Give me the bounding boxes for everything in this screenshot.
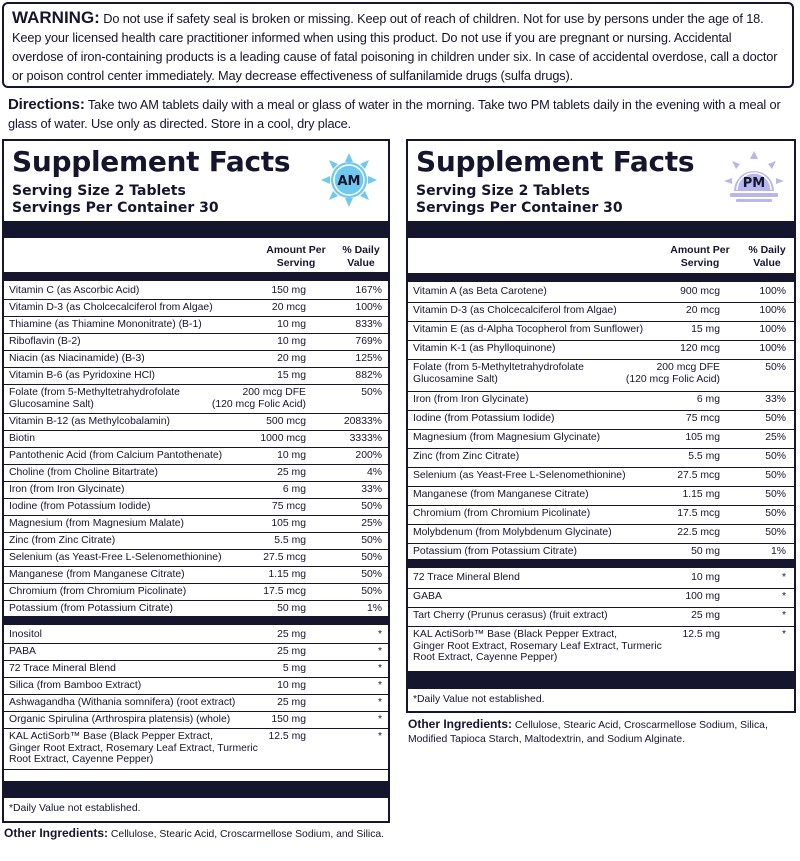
pm-group2-row <box>408 589 794 608</box>
nutrient-dv: * <box>781 572 786 583</box>
am-group1-row <box>4 584 388 601</box>
am-group1-row <box>4 414 388 431</box>
am-group1-row <box>4 550 388 567</box>
nutrient-amount: 27.5 mcg <box>263 552 306 563</box>
nutrient-name: GABA <box>413 591 442 602</box>
am-mid-bar <box>4 616 388 625</box>
am-group1-row <box>4 448 388 465</box>
nutrient-name: Vitamin B-12 (as Methylcobalamin) <box>9 416 170 427</box>
pm-servings-per-container: Servings Per Container 30 <box>416 200 623 216</box>
pm-header-bar <box>408 273 794 282</box>
nutrient-amount: 200 mcg DFE (120 mcg Folic Acid) <box>211 387 306 410</box>
nutrient-amount: 12.5 mg <box>682 629 720 640</box>
nutrient-dv: 3333% <box>349 433 382 444</box>
nutrient-name: 72 Trace Mineral Blend <box>413 572 520 583</box>
nutrient-dv: * <box>377 646 382 657</box>
nutrient-dv: 769% <box>355 336 382 347</box>
nutrient-amount: 25 mg <box>277 697 306 708</box>
nutrient-dv: 1% <box>366 603 382 614</box>
pm-group1-row <box>408 284 794 303</box>
nutrient-name: Potassium (from Potassium Citrate) <box>9 603 173 614</box>
nutrient-name: Molybdenum (from Molybdenum Glycinate) <box>413 527 612 538</box>
nutrient-amount: 75 mcg <box>685 413 720 424</box>
nutrient-name: Manganese (from Manganese Citrate) <box>9 569 185 580</box>
am-bottom-bar <box>4 781 388 798</box>
nutrient-name: Vitamin C (as Ascorbic Acid) <box>9 285 140 296</box>
pm-group2-row <box>408 570 794 589</box>
pm-group1-row <box>408 303 794 322</box>
am-group1-row <box>4 283 388 300</box>
nutrient-dv: * <box>377 697 382 708</box>
nutrient-dv: 100% <box>355 302 382 313</box>
nutrient-dv: 33% <box>361 484 382 495</box>
nutrient-name: Chromium (from Chromium Picolinate) <box>9 586 187 597</box>
nutrient-dv: * <box>377 731 382 742</box>
sun-icon <box>318 151 380 209</box>
pm-group1-row <box>408 341 794 360</box>
am-daily-value-note: *Daily Value not established. <box>9 803 141 814</box>
nutrient-amount: 900 mcg <box>680 286 720 297</box>
am-other-text: Cellulose, Stearic Acid, Croscarmellose Sodium, and Silica. <box>110 829 385 840</box>
nutrient-amount: 50 mg <box>691 546 720 557</box>
nutrient-amount: 1.15 mg <box>682 489 720 500</box>
nutrient-dv: 100% <box>759 286 786 297</box>
nutrient-dv: 100% <box>759 305 786 316</box>
nutrient-dv: * <box>377 714 382 725</box>
am-group2-row <box>4 644 388 661</box>
nutrient-amount: 100 mg <box>685 591 720 602</box>
nutrient-amount: 120 mcg <box>680 343 720 354</box>
pm-group1-row <box>408 430 794 449</box>
nutrient-amount: 15 mg <box>691 324 720 335</box>
pm-col-amount: Amount Per Serving <box>670 244 730 269</box>
nutrient-dv: 50% <box>361 569 382 580</box>
nutrient-name: Selenium (as Yeast-Free L-Selenomethionine) <box>413 470 626 481</box>
nutrient-amount: 50 mg <box>277 603 306 614</box>
nutrient-name: Inositol <box>9 629 42 640</box>
warning-box <box>2 2 794 88</box>
am-group1-row <box>4 300 388 317</box>
nutrient-amount: 25 mg <box>277 467 306 478</box>
nutrient-name: KAL ActiSorb™ Base (Black Pepper Extract, Ginger Root Extract, Rosemary Leaf Extract, Turmeric Root Extract, Cayenne Pepper) <box>9 731 258 765</box>
am-group2-row <box>4 695 388 712</box>
nutrient-name: Vitamin B-6 (as Pyridoxine HCl) <box>9 370 155 381</box>
nutrient-dv: 882% <box>355 370 382 381</box>
nutrient-name: Vitamin A (as Beta Carotene) <box>413 286 547 297</box>
nutrient-name: Ashwagandha (Withania somnifera) (root extract) <box>9 697 236 708</box>
nutrient-amount: 20 mg <box>277 353 306 364</box>
nutrient-amount: 10 mg <box>277 336 306 347</box>
nutrient-dv: * <box>781 629 786 640</box>
am-group1-row <box>4 516 388 533</box>
am-group1-row <box>4 465 388 482</box>
am-header-bar <box>4 272 388 281</box>
am-other-ingredients <box>4 826 394 842</box>
pm-other-text: Cellulose, Stearic Acid, Croscarmellose Sodium, Silica, Modified Tapioca Starch, Maltodextrin, and Sodium Alginate. <box>408 720 768 745</box>
nutrient-dv: 20833% <box>343 416 382 427</box>
nutrient-name: Magnesium (from Magnesium Glycinate) <box>413 432 601 443</box>
am-group1-row <box>4 351 388 368</box>
pm-group2-row <box>408 627 794 672</box>
nutrient-dv: 33% <box>765 394 786 405</box>
nutrient-dv: * <box>781 591 786 602</box>
nutrient-name: Biotin <box>9 433 35 444</box>
nutrient-name: Riboflavin (B-2) <box>9 336 81 347</box>
nutrient-name: Iron (from Iron Glycinate) <box>9 484 125 495</box>
nutrient-dv: 167% <box>355 285 382 296</box>
nutrient-amount: 150 mg <box>271 714 306 725</box>
warning-text: Do not use if safety seal is broken or missing. Keep out of reach of children. Not for use by persons under the age of 18. Keep your licensed health care practitioner informed when using this product. Do not use if you are pregnant or nursing. Accidental overdose of iron-containing products is a leading cause of fatal poisoning in children under six. In case of accidental overdose, call a doctor or poison control center immediately. May decrease effectiveness of sulfanilamide drugs (sulfa drugs). <box>12 11 778 83</box>
nutrient-name: Selenium (as Yeast-Free L-Selenomethionine) <box>9 552 222 563</box>
nutrient-name: Folate (from 5-Methyltetrahydrofolate Glucosamine Salt) <box>413 362 584 385</box>
nutrient-dv: 100% <box>759 324 786 335</box>
nutrient-dv: 50% <box>765 527 786 538</box>
pm-bottom-bar <box>408 671 794 689</box>
am-title: Supplement Facts <box>12 145 291 178</box>
pm-group1-row <box>408 411 794 430</box>
am-group1-row <box>4 567 388 584</box>
nutrient-name: Organic Spirulina (Arthrospira platensis) (whole) <box>9 714 231 725</box>
am-group1-row <box>4 334 388 351</box>
nutrient-amount: 10 mg <box>691 572 720 583</box>
nutrient-amount: 200 mcg DFE (120 mcg Folic Acid) <box>625 362 720 385</box>
nutrient-dv: 50% <box>765 508 786 519</box>
pm-badge-label: PM <box>742 176 766 191</box>
pm-col-dv: % Daily Value <box>748 244 786 269</box>
pm-mid-bar <box>408 559 794 568</box>
nutrient-amount: 20 mcg <box>685 305 720 316</box>
nutrient-amount: 22.5 mcg <box>677 527 720 538</box>
nutrient-name: Zinc (from Zinc Citrate) <box>9 535 116 546</box>
nutrient-name: Vitamin D-3 (as Cholcecalciferol from Algae) <box>413 305 617 316</box>
nutrient-name: Pantothenic Acid (from Calcium Pantothenate) <box>9 450 223 461</box>
nutrient-name: Silica (from Bamboo Extract) <box>9 680 142 691</box>
pm-daily-value-note: *Daily Value not established. <box>413 694 545 705</box>
nutrient-dv: * <box>377 663 382 674</box>
am-group1-row <box>4 482 388 499</box>
directions-label: Directions: <box>8 96 85 113</box>
nutrient-amount: 150 mg <box>271 285 306 296</box>
nutrient-dv: 50% <box>361 501 382 512</box>
nutrient-amount: 75 mcg <box>271 501 306 512</box>
nutrient-dv: 50% <box>361 552 382 563</box>
pm-other-label: Other Ingredients: <box>408 717 513 731</box>
nutrient-amount: 25 mg <box>277 629 306 640</box>
nutrient-name: Folate (from 5-Methyltetrahydrofolate Glucosamine Salt) <box>9 387 180 410</box>
nutrient-name: Iodine (from Potassium Iodide) <box>9 501 151 512</box>
am-top-bar <box>4 221 388 238</box>
pm-serving-size: Serving Size 2 Tablets <box>416 183 590 199</box>
nutrient-amount: 17.5 mcg <box>263 586 306 597</box>
nutrient-amount: 27.5 mcg <box>677 470 720 481</box>
am-group1-row <box>4 385 388 414</box>
nutrient-name: Zinc (from Zinc Citrate) <box>413 451 520 462</box>
nutrient-amount: 25 mg <box>277 646 306 657</box>
pm-supplement-facts-panel <box>406 139 796 713</box>
nutrient-name: Choline (from Choline Bitartrate) <box>9 467 158 478</box>
nutrient-name: Iodine (from Potassium Iodide) <box>413 413 555 424</box>
nutrient-dv: 50% <box>765 470 786 481</box>
am-serving-size: Serving Size 2 Tablets <box>12 183 186 199</box>
nutrient-dv: 100% <box>759 343 786 354</box>
pm-group1-row <box>408 487 794 506</box>
am-supplement-facts-panel <box>2 139 390 823</box>
am-group2-row <box>4 627 388 644</box>
nutrient-amount: 15 mg <box>277 370 306 381</box>
pm-group1-row <box>408 449 794 468</box>
nutrient-name: Chromium (from Chromium Picolinate) <box>413 508 591 519</box>
pm-other-ingredients <box>408 717 798 747</box>
nutrient-amount: 25 mg <box>691 610 720 621</box>
nutrient-dv: 25% <box>361 518 382 529</box>
nutrient-dv: 833% <box>355 319 382 330</box>
nutrient-name: Thiamine (as Thiamine Mononitrate) (B-1) <box>9 319 202 330</box>
pm-group1-row <box>408 468 794 487</box>
sunset-icon <box>720 149 788 207</box>
directions <box>8 95 794 133</box>
am-servings-per-container: Servings Per Container 30 <box>12 200 219 216</box>
am-group1-row <box>4 431 388 448</box>
nutrient-amount: 12.5 mg <box>268 731 306 742</box>
directions-text: Take two AM tablets daily with a meal or glass of water in the morning. Take two PM tablets daily in the evening with a meal or glass of water. Use only as directed. Store in a cool, dry place. <box>8 97 781 131</box>
nutrient-dv: 50% <box>765 413 786 424</box>
nutrient-name: 72 Trace Mineral Blend <box>9 663 116 674</box>
nutrient-amount: 10 mg <box>277 450 306 461</box>
nutrient-dv: * <box>781 610 786 621</box>
am-group2-row <box>4 712 388 729</box>
am-badge <box>318 151 380 209</box>
nutrient-amount: 105 mg <box>271 518 306 529</box>
am-group1-row <box>4 499 388 516</box>
nutrient-dv: 4% <box>366 467 382 478</box>
nutrient-dv: 125% <box>355 353 382 364</box>
nutrient-dv: 50% <box>765 451 786 462</box>
nutrient-amount: 5.5 mg <box>274 535 306 546</box>
nutrient-name: Vitamin K-1 (as Phylloquinone) <box>413 343 556 354</box>
pm-group1-row <box>408 506 794 525</box>
pm-group1-row <box>408 392 794 411</box>
nutrient-dv: 50% <box>361 387 382 398</box>
nutrient-dv: 50% <box>765 489 786 500</box>
nutrient-name: Iron (from Iron Glycinate) <box>413 394 529 405</box>
pm-badge <box>720 149 788 207</box>
nutrient-amount: 5 mg <box>282 663 306 674</box>
am-group1-row <box>4 317 388 334</box>
nutrient-amount: 17.5 mcg <box>677 508 720 519</box>
pm-top-bar <box>408 221 794 238</box>
nutrient-amount: 1.15 mg <box>268 569 306 580</box>
am-group2-row <box>4 661 388 678</box>
nutrient-dv: 50% <box>765 362 786 373</box>
nutrient-dv: * <box>377 680 382 691</box>
pm-group2-row <box>408 608 794 627</box>
nutrient-amount: 105 mg <box>685 432 720 443</box>
am-group2-row <box>4 678 388 695</box>
nutrient-name: Niacin (as Niacinamide) (B-3) <box>9 353 145 364</box>
am-other-label: Other Ingredients: <box>4 826 109 840</box>
nutrient-name: PABA <box>9 646 36 657</box>
pm-group1-row <box>408 525 794 544</box>
warning-label: WARNING: <box>12 8 100 27</box>
am-badge-label: AM <box>337 174 361 189</box>
nutrient-amount: 6 mg <box>696 394 720 405</box>
nutrient-amount: 10 mg <box>277 680 306 691</box>
am-group2-row <box>4 729 388 770</box>
nutrient-dv: 200% <box>355 450 382 461</box>
nutrient-name: Vitamin D-3 (as Cholcecalciferol from Algae) <box>9 302 213 313</box>
nutrient-amount: 10 mg <box>277 319 306 330</box>
nutrient-amount: 20 mcg <box>271 302 306 313</box>
nutrient-dv: 25% <box>765 432 786 443</box>
pm-title: Supplement Facts <box>416 145 695 178</box>
nutrient-name: Manganese (from Manganese Citrate) <box>413 489 589 500</box>
nutrient-name: Tart Cherry (Prunus cerasus) (fruit extract) <box>413 610 608 621</box>
nutrient-amount: 5.5 mg <box>688 451 720 462</box>
am-group1-row <box>4 368 388 385</box>
nutrient-name: Potassium (from Potassium Citrate) <box>413 546 577 557</box>
am-col-dv: % Daily Value <box>342 244 380 269</box>
nutrient-name: KAL ActiSorb™ Base (Black Pepper Extract, Ginger Root Extract, Rosemary Leaf Extract, Turmeric Root Extract, Cayenne Pepper) <box>413 629 662 663</box>
nutrient-name: Vitamin E (as d-Alpha Tocopherol from Sunflower) <box>413 324 644 335</box>
am-col-amount: Amount Per Serving <box>266 244 326 269</box>
am-group1-row <box>4 533 388 550</box>
nutrient-dv: * <box>377 629 382 640</box>
nutrient-dv: 50% <box>361 586 382 597</box>
nutrient-amount: 500 mcg <box>266 416 306 427</box>
nutrient-amount: 1000 mcg <box>260 433 306 444</box>
pm-group1-row <box>408 360 794 392</box>
nutrient-name: Magnesium (from Magnesium Malate) <box>9 518 184 529</box>
nutrient-dv: 1% <box>770 546 786 557</box>
nutrient-dv: 50% <box>361 535 382 546</box>
nutrient-amount: 6 mg <box>282 484 306 495</box>
pm-group1-row <box>408 322 794 341</box>
